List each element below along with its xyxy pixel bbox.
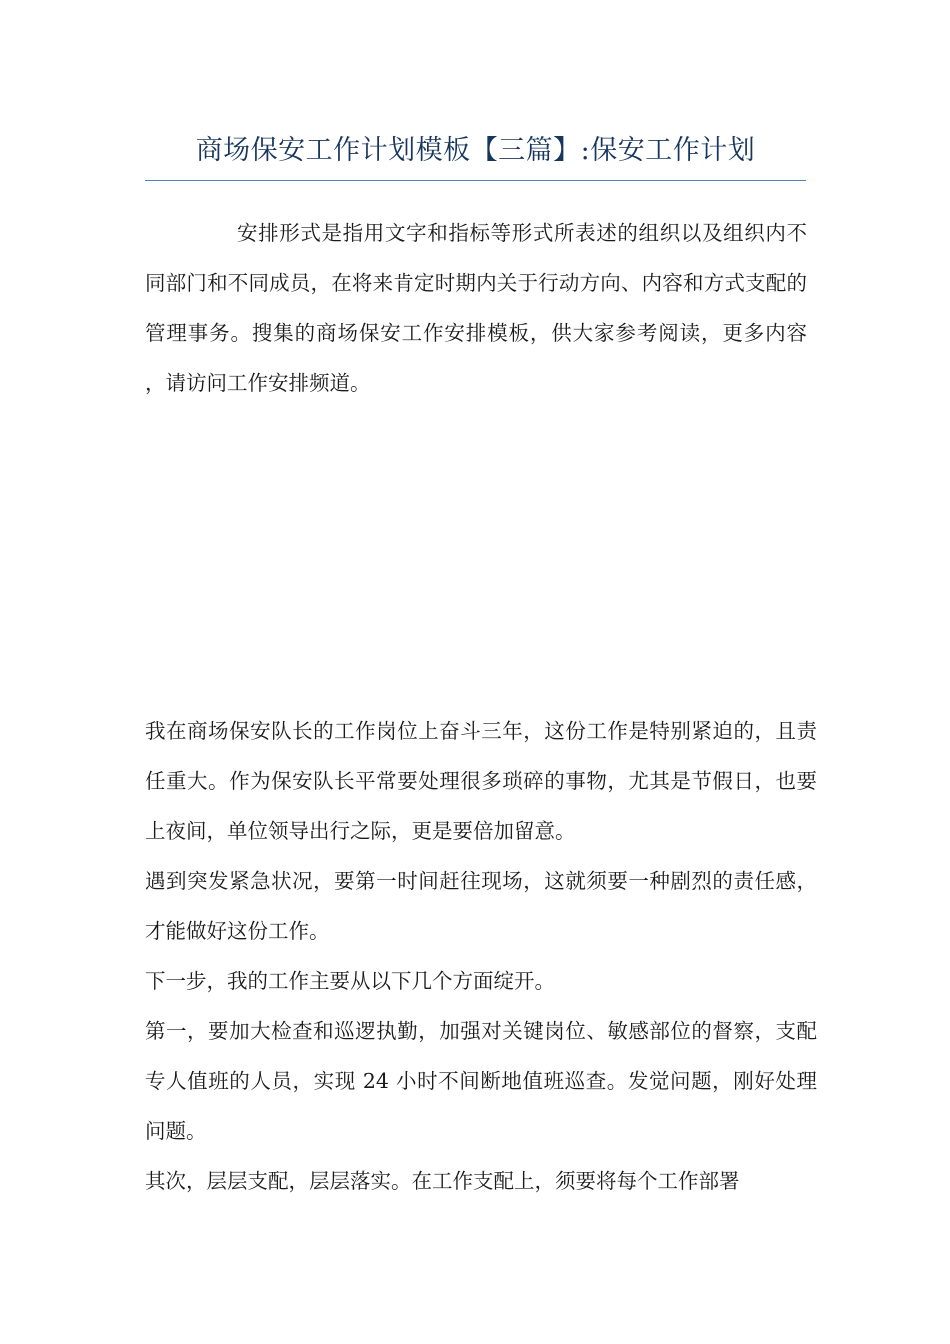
body-paragraph: 我在商场保安队长的工作岗位上奋斗三年，这份工作是特别紧迫的，且责任重大。作为保安队长平常要处理很多琐碎的事物，尤其是节假日，也要上夜间，单位领导出行之际，更是要倍加留意。 [145,719,817,843]
body-paragraph: 第一，要加大检查和巡逻执勤，加强对关键岗位、敏感部位的督察，支配专人值班的人员，实现 24 小时不间断地值班巡查。发觉问题，刚好处理问题。 [145,1019,817,1143]
body-text [145,706,817,1206]
body-paragraph: 遇到突发紧急状况，要第一时间赶往现场，这就须要一种剧烈的责任感，才能做好这份工作。 [145,869,817,943]
title-underline [145,180,806,181]
document-title: 商场保安工作计划模板【三篇】:保安工作计划 [195,135,756,166]
intro-paragraph: 安排形式是指用文字和指标等形式所表述的组织以及组织内不同部门和不同成员，在将来肯定时期内关于行动方向、内容和方式支配的管理事务。搜集的商场保安工作安排模板，供大家参考阅读，更多内容 ，请访问工作安排频道。 [145,221,807,395]
body-paragraph: 下一步，我的工作主要从以下几个方面绽开。 [145,969,555,993]
body-paragraph: 其次，层层支配，层层落实。在工作支配上，须要将每个工作部署 [145,1169,740,1193]
